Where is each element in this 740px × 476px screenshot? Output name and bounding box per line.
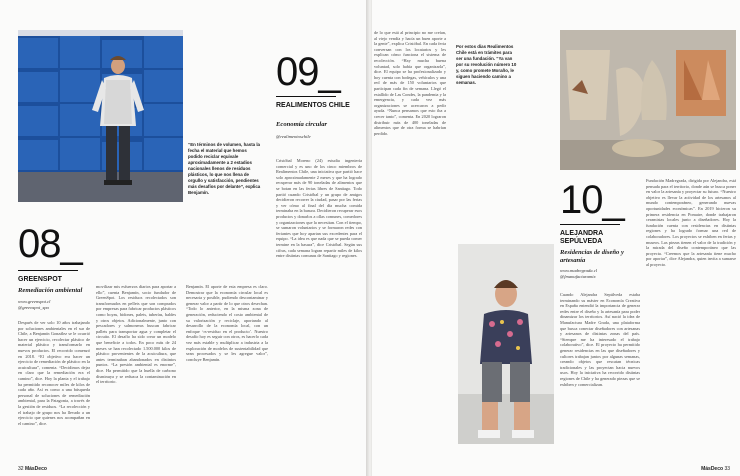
section-rule xyxy=(560,224,620,225)
handle-web: www.madregrada.cl xyxy=(560,268,598,273)
section-subtitle: Economía circular xyxy=(276,121,328,128)
section-number: 10_ xyxy=(560,178,624,222)
right-page xyxy=(372,0,740,476)
section-title: REALIMENTOS CHILE xyxy=(276,102,350,109)
text-column: Cuando Alejandra Sepúlveda estaba terminando su máster en Economía Creativa en España entendió la importancia de generar redes entre el diseño y la artesanía para poder dinamizar los territorios. Así nació la idea de Manufactura Madre Grada, una plataforma que busca conectar diseñadores con artesanas y artesanos de distintas zonas del país. “Siempre me ha interesado el trabajo colaborativo”, dice. El proyecto ha permitido generar residencias en las que diseñadores y cultores trabajan juntos por algunas semanas, creando objetos que rescatan técnicas tradicionales y las proyectan hacia nuevos usos. Hoy la iniciativa ha recorrido distintas regiones de Chile y ha generado piezas que se exhiben y comercializan. xyxy=(560,292,640,387)
page-folio xyxy=(701,466,730,472)
blue-bins-image xyxy=(18,30,183,202)
page-folio xyxy=(18,466,47,472)
section-rule xyxy=(18,270,78,271)
page-number: 33 xyxy=(724,466,730,472)
text-column: Cristóbal Moreno (24) estudia ingeniería comercial y es uno de los cinco miembros de Realimentos Chile, una iniciativa que partió hace solo aproximadamente 2 meses y que ha logrado recuperar más de 90 toneladas de alimentos que se botan en las ferias libres de Santiago. Todo partió cuando Cristóbal y un grupo de amigos decidieron recorrer la ciudad, pasar por las ferias y ver cómo al final del día mucha comida terminaba en la basura. Decidieron recuperar esos productos y donarlos a ollas comunes, comedores y organizaciones que la necesitan. Con el tiempo, se sumaron voluntarios y se formaron redes con feriantes que hoy apartan sus excedentes para el equipo. “La idea es que nada que se pueda comer termine en la basura”, dice Cristóbal. Según sus cifras, cada semana logran repartir miles de kilos entre distintas comunas de Santiago y regiones. xyxy=(276,158,362,259)
text-column: Después de ver solo 10 años trabajando por soluciones ambientales en el sur de Chile, a Benjamín González se le ocurrió hacer un ejercicio, recolectar plástico de material plástico y transformarlo en nuevos productos. El recorrido comenzó en 2018. “El objetivo era hacer un ejercicio de remediación de plástico en la acuicultura”, comenta. “Decidimos dejar en claro que la remediación era el camino”, dice. Hoy la planta y el trabajo ha permitido reconocer miles de kilos de cada año. Así es como a una búsqueda personal de soluciones de remediación ambiental, para la Patagonia, a través de la gestión de residuos. “La recolección y el trabajo de grupo nos ha llevado a un ejercicio que quienes nos acompañan en el camino”, dice. xyxy=(18,320,90,426)
ceramic-pieces-image xyxy=(560,30,736,170)
magazine-name: MásDeco xyxy=(24,466,47,472)
section-subtitle: Remediación ambiental xyxy=(18,287,83,294)
page-number: 32 xyxy=(18,466,24,472)
realimentos-quote: Por estos días Realimentos Chile está en trámites para ser una fundación. “Ya van por su revolución número 10 y, como promete Moraño, le siguen haciendo camino a semanas. xyxy=(456,44,517,85)
text-column: Fundación Madregrada, dirigida por Alejandra, está pensada para el territorio, donde aún se busca poner en valor la artesanía y proyectar su futuro. “Nuestro objetivo es llevar la actividad de los artesanos al mundo contemporáneo, generando nuevas oportunidades económicas”. En 2019 hicieron su primera residencia en Pomaire, donde trabajaron ceramistas locales junto a diseñadores. Hoy la fundación cuenta con residencias en distintas regiones y ha logrado formar una red de colaboradores. Los proyectos se exhiben en ferias y museos. Las piezas tienen el valor de la tradición y la mirada del diseño contemporáneo que las proyecta. “Creemos que la artesanía tiene mucho por aportar”, dice Alejandra, quien invita a sumarse al proyecto. xyxy=(646,178,736,267)
handle-web: www.greenspot.cl xyxy=(18,299,51,304)
greenspot-photo xyxy=(18,30,183,202)
handle-instagram: @fmanufacturamix xyxy=(560,274,596,279)
section-rule xyxy=(276,96,336,97)
handle-instagram: @realimentoschile xyxy=(276,134,311,139)
section-number: 09_ xyxy=(276,50,340,94)
text-column: Benjamín. El aporte de esta empresa es claro. Demostrar que la economía circular local es necesaria y posible, pudiendo descontaminar y generar valor a partir de lo que otros desechan. “Todo lo anterior, en la misma zona de generación, reduciendo el costo ambiental de su valorización y reciclaje, aportando al desarrollo de la economía local, con un enfoque ‘rs-residuo en el producto’. Nuestro desafío hoy es seguir con otros, es hacerlo cada vez más estable y multiplicar a industria a la exploración de modelos de sustentabilidad que sean procesados y se les agregue valor”, concluye Benjamín. xyxy=(186,284,268,362)
realimentos-photo xyxy=(458,244,554,444)
greenspot-quote: “En términos de volumen, hasta la fecha el material que hemos podido reciclar equivale aproximadamente a 2 estadios nacionales llenos de residuos plásticos, lo que nos llena de orgullo y satisfacción, pendientes más desafíos por delante”, explica Benjamín. xyxy=(188,142,261,195)
left-page xyxy=(0,0,368,476)
section-title: ALEJANDRA SEPÚLVEDA xyxy=(560,230,603,245)
section-subtitle: Residencias de diseño y artesanía xyxy=(560,249,624,264)
text-column: movilizar mis esfuerzos diarios para aportar a ello”, cuenta Benjamín, socio fundador de GreenSpot. Los residuos recolectados son transformados en pellets que son comprados por empresas para fabricar productos plásticos como boyas, bidones, palets, tuberías, baldes y otros objetos. Adicionalmente, junto con pescadores y salmoneras buscan fabricar pallets para transportar agua y completar el circuito. El desafío ha sido crear un modelo que beneficie a todos. En poco más de 24 meses se han recolectado 1.500.000 kilos de plástico provenientes de la acuicultura, que antes terminaban abandonados en distintos puntos. “La presión ambiental es enorme”, dice. Ha permitido que la huella de carbono disminuya y se reduzca la contaminación en el territorio. xyxy=(96,284,176,385)
ceramics-photo xyxy=(560,30,736,170)
section-title: GREENSPOT xyxy=(18,276,62,283)
section-number: 08_ xyxy=(18,222,82,266)
text-column: de lo que está al principio no me creían, al viejo vendía y hacía un buen aporte a la gente”, explica Cristóbal. En cada feria conversan con los locatarios y les explican cómo funciona el sistema de recolección. “Hay mucha buena voluntad, solo había que organizarla”, dice. El equipo se ha profesionalizado y hoy cuenta con bodegas, vehículos y una red de más de 150 voluntarios que participan cada fin de semana. Llegó el estallido de Las Condes, la pandemia y la emergencia, y cada vez más organizaciones se acercaron a pedir ayuda. “Nunca pensamos que esto iba a crecer tanto”, comenta. En 2020 lograron distribuir más de 400 toneladas de alimentos que de otra forma se habrían perdido. xyxy=(374,30,446,136)
man-sitting-image xyxy=(458,244,554,444)
handle-instagram: @greenspot_spa xyxy=(18,305,49,310)
magazine-name: MásDeco xyxy=(701,466,724,472)
